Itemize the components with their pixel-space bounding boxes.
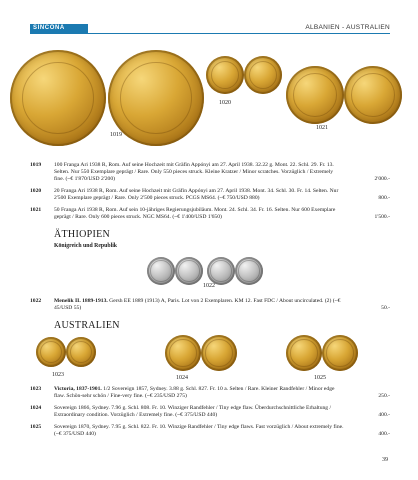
lot-price: 400.- — [378, 412, 390, 418]
lot-description: 50 Franga Ari 1938 R, Rom. Auf sein 10-jähriges Regierungsjubiläum. Mont. 24. Schl. 34. Fr. 16. Selten. Nur 600 Exemplare geprägt / Rare. Only 600 pieces struck. NGC MS64. (~€ 1'400/USD 1'650) — [54, 207, 336, 221]
coin-1019-obverse — [10, 50, 106, 146]
coin-1021-obverse — [286, 66, 344, 124]
lot-estimate: (~€ 45/USD 55) — [54, 298, 341, 312]
coin-1022-b-obverse — [207, 257, 235, 285]
coin-1024-reverse — [201, 335, 237, 371]
lot-description: Menelik II. 1889-1913. Gersh EE 1889 (1913) A, Paris. Lot von 2 Exemplaren. KM 12. Fast FDC / About uncirculated. (2) (~€ 45/USD 55) — [54, 298, 341, 312]
ruler-name: Victoria, 1837-1901. — [54, 386, 102, 392]
label-1019: 1019 — [110, 132, 122, 138]
header-rule — [30, 33, 390, 34]
coin-1022-a-reverse — [175, 257, 203, 285]
lot-1022 — [30, 298, 390, 314]
lot-1019 — [30, 162, 390, 186]
ruler-name: Menelik II. 1889-1913. — [54, 298, 108, 304]
section-running-title: ALBANIEN - AUSTRALIEN — [305, 24, 390, 31]
lot-estimate: (~€ 1'870/USD 2'200) — [65, 176, 115, 183]
lot-estimate: (~€ 750/USD 880) — [217, 195, 260, 202]
coin-1022-b-reverse — [235, 257, 263, 285]
label-1024: 1024 — [176, 375, 188, 381]
lot-description: Sovereign 1870, Sydney. 7.95 g. Schl. 822. Fr. 10. Winzige Randfehler / Tiny edge flaws. Fast vorzüglich / About extremely fine. (~€ 375/USD 440) — [54, 424, 344, 438]
lot-1023 — [30, 386, 390, 402]
coin-1025-obverse — [286, 335, 322, 371]
lot-1020 — [30, 188, 390, 204]
lot-estimate: (~€ 375/USD 440) — [54, 431, 96, 438]
lot-1025 — [30, 424, 390, 440]
coin-1021-reverse — [344, 66, 402, 124]
page-number: 39 — [382, 457, 388, 463]
label-1022: 1022 — [203, 283, 215, 289]
label-1021: 1021 — [316, 125, 328, 131]
coin-1024-obverse — [165, 335, 201, 371]
lot-number: 1025 — [30, 424, 42, 430]
coin-1023-obverse — [36, 337, 66, 367]
lot-estimate: (~€ 235/USD 275) — [145, 393, 187, 400]
lot-number: 1019 — [30, 162, 42, 168]
coin-1023-reverse — [66, 337, 96, 367]
lot-price: 1'500.- — [374, 214, 390, 220]
lot-estimate: (~€ 375/USD 440) — [175, 412, 218, 419]
label-1025: 1025 — [314, 375, 326, 381]
label-1023: 1023 — [52, 372, 64, 378]
lot-number: 1023 — [30, 386, 42, 392]
lot-price: 50.- — [381, 305, 390, 311]
label-1020: 1020 — [219, 100, 231, 106]
coin-1022-a-obverse — [147, 257, 175, 285]
lot-number: 1022 — [30, 298, 42, 304]
lot-description: Victoria, 1837-1901. 1/2 Sovereign 1857, Sydney. 3.88 g. Schl. 827. Fr. 10 a. Selten / Rare. Kleiner Randfehler / Minor edge flaw. Schön-sehr schön / Fine-very fine. (~€ 235/USD 275) — [54, 386, 335, 400]
lot-description: 20 Franga Ari 1938 R, Rom. Auf seine Hochzeit mit Gräfin Appónyi am 27. April 1938. Mont. 34. Schl. 30. Fr. 14. Selten. Nur 2'500 Exemplare geprägt / Rare. Only 2'500 pieces struck. PCGS MS64. (~€ 750/USD 880) — [54, 188, 339, 202]
coin-1025-reverse — [322, 335, 358, 371]
section-title-australia: AUSTRALIEN — [54, 320, 120, 331]
sincona-logo: SINCONA — [30, 24, 88, 33]
lot-description: 100 Franga Ari 1938 R, Rom. Auf seine Hochzeit mit Gräfin Appónyi am 27. April 1938. 32.22 g. Mont. 22. Schl. 29. Fr. 13. Selten. Nur 550 Exemplare geprägt / Rare. Only 550 pieces struck. Kleine Kratzer / Minor scratches. Vorzüglich / Extremely fine. (~€ 1'870/USD 2'200) — [54, 162, 334, 183]
coin-1019-reverse — [108, 50, 204, 146]
coin-1020-reverse — [244, 56, 282, 94]
section-subtitle-ethiopia: Königreich und Republik — [54, 243, 118, 249]
lot-price: 250.- — [378, 393, 390, 399]
lot-number: 1024 — [30, 405, 42, 411]
lot-number: 1021 — [30, 207, 42, 213]
lot-price: 800.- — [378, 195, 390, 201]
lot-number: 1020 — [30, 188, 42, 194]
section-title-ethiopia: ÄTHIOPIEN — [54, 229, 111, 240]
lot-price: 2'000.- — [374, 176, 390, 182]
coin-1020-obverse — [206, 56, 244, 94]
lot-1021 — [30, 207, 390, 223]
lot-estimate: (~€ 1'400/USD 1'650) — [172, 214, 222, 221]
lot-description: Sovereign 1866, Sydney. 7.96 g. Schl. 808. Fr. 10. Winziger Randfehler / Tiny edge flaw. Überdurchschnittliche Erhaltung / Extraordinary condition. Vorzüglich / Extremely fine. (~€ 375/USD 440) — [54, 405, 332, 419]
lot-price: 400.- — [378, 431, 390, 437]
lot-1024 — [30, 405, 390, 421]
